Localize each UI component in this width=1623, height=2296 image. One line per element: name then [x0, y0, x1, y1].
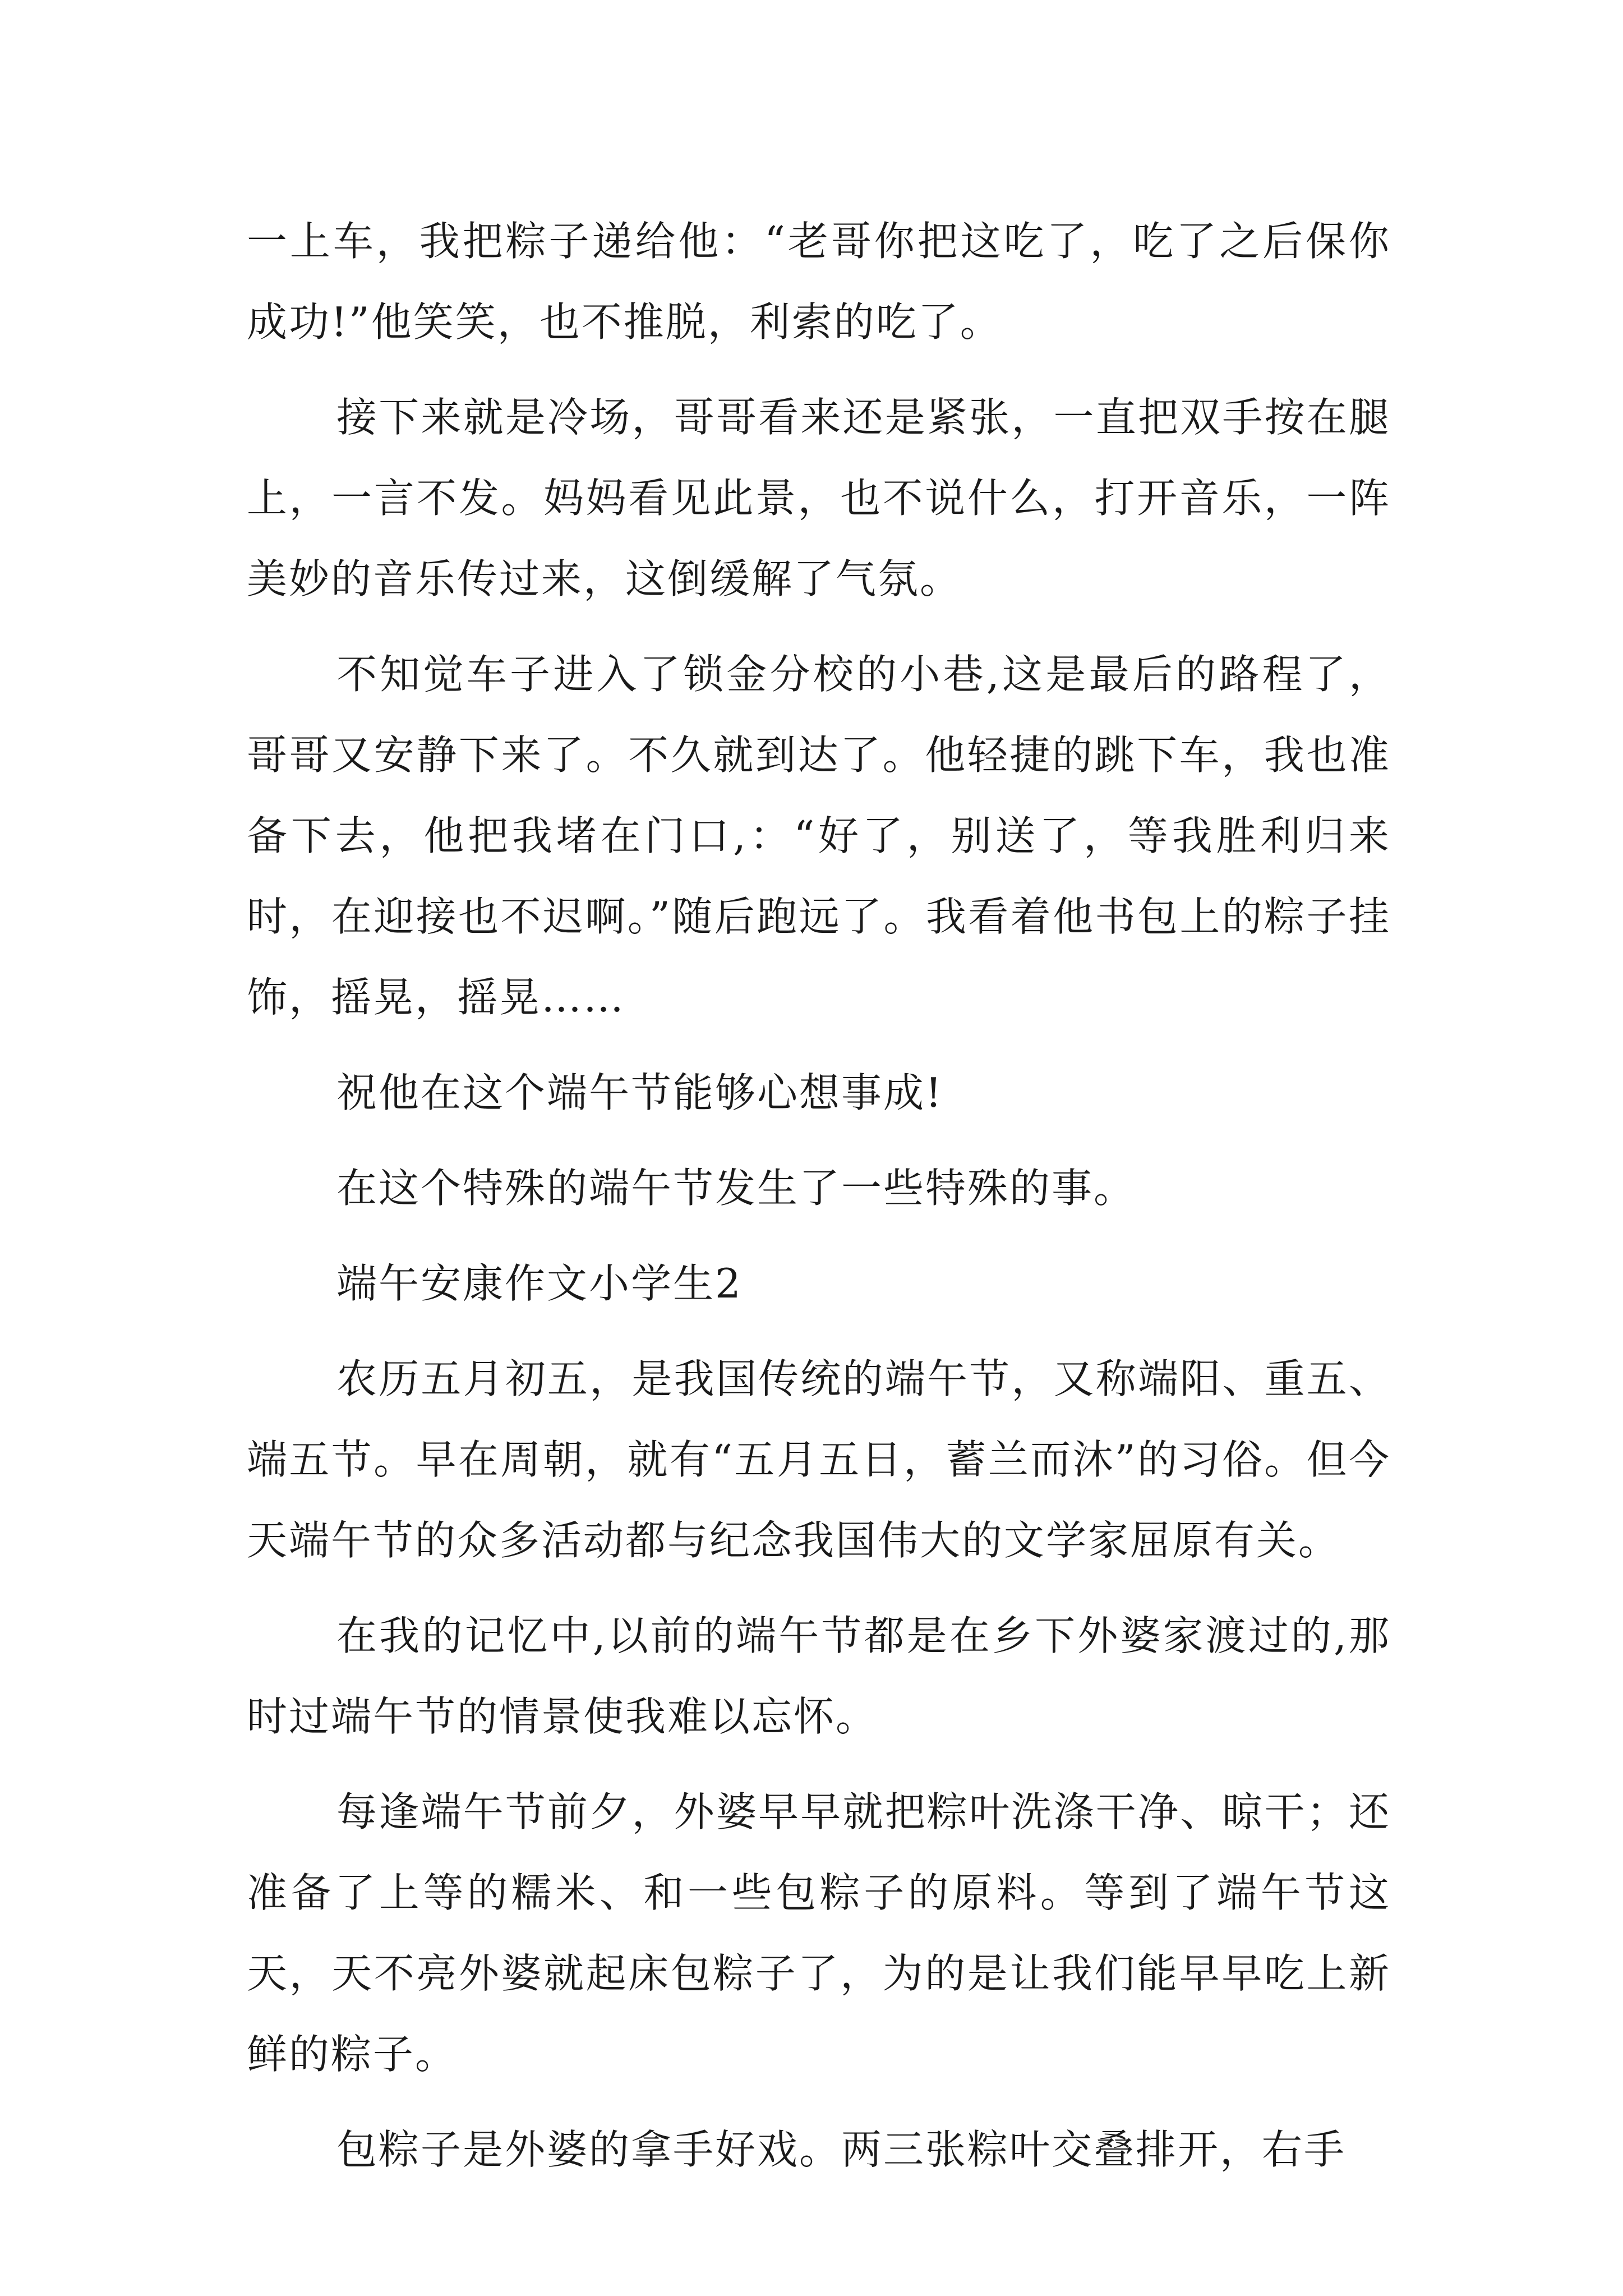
- paragraph-2: 接下来就是冷场，哥哥看来还是紧张，一直把双手按在腿上，一言不发。妈妈看见此景，也不说什么，打开音乐，一阵美妙的音乐传过来，这倒缓解了气氛。: [247, 394, 1391, 602]
- paragraph-7: 农历五月初五，是我国传统的端午节，又称端阳、重五、端五节。早在周朝，就有“五月五日，蓄兰而沐”的习俗。但今天端午节的众多活动都与纪念我国伟大的文学家屈原有关。: [247, 1355, 1391, 1564]
- paragraph-4: 祝他在这个端午节能够心想事成!: [336, 1069, 943, 1116]
- document-body: [247, 201, 1391, 2205]
- paragraph-10: 包粽子是外婆的拿手好戏。两三张粽叶交叠排开，右手: [336, 2126, 1347, 2173]
- paragraph-8: 在我的记忆中,以前的端午节都是在乡下外婆家渡过的,那时过端午节的情景使我难以忘怀。: [247, 1612, 1391, 1740]
- paragraph-3: 不知觉车子进入了锁金分校的小巷,这是最后的路程了，哥哥又安静下来了。不久就到达了。他轻捷的跳下车，我也准备下去，他把我堵在门口,：“好了，别送了，等我胜利归来时，在迎接也不迟啊。”随后跑远了。我看着他书包上的粽子挂饰，摇晃，摇晃……: [247, 651, 1391, 1021]
- paragraph-5: 在这个特殊的端午节发生了一些特殊的事。: [336, 1165, 1136, 1212]
- paragraph-9: 每逢端午节前夕，外婆早早就把粽叶洗涤干净、晾干；还准备了上等的糯米、和一些包粽子的原料。等到了端午节这天，天不亮外婆就起床包粽子了，为的是让我们能早早吃上新鲜的粽子。: [247, 1788, 1391, 2078]
- paragraph-1: 一上车，我把粽子递给他：“老哥你把这吃了，吃了之后保你成功!”他笑笑，也不推脱，利索的吃了。: [247, 218, 1391, 346]
- section-heading: 端午安康作文小学生2: [336, 1260, 743, 1307]
